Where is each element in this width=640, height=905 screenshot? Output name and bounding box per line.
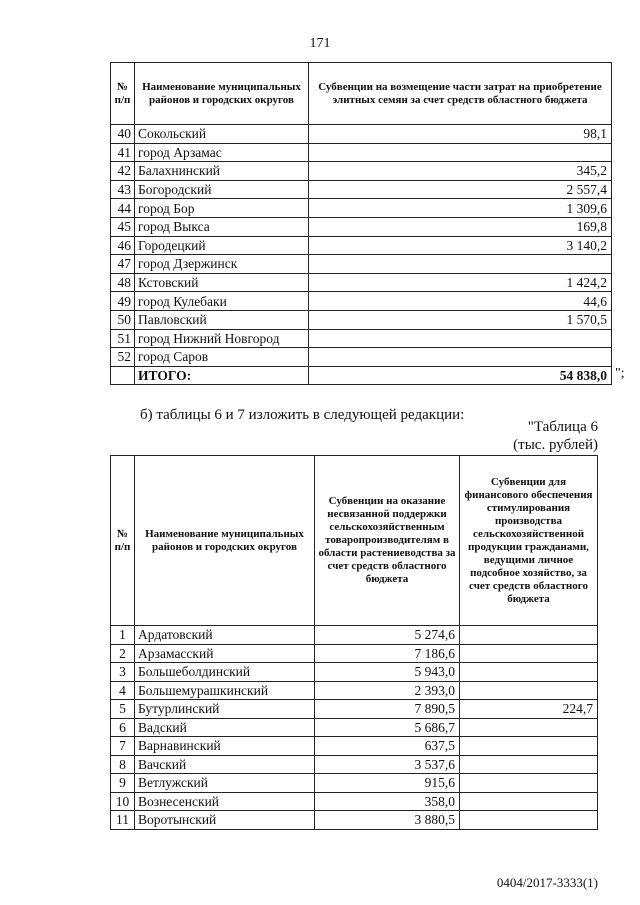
table-row (111, 292, 612, 311)
municipality-name: город Нижний Новгород (135, 329, 309, 348)
table-total-row (111, 366, 612, 385)
row-number: 4 (111, 681, 135, 700)
header-row-number: № п/п (111, 456, 135, 626)
row-number: 51 (111, 329, 135, 348)
municipality-name: Бутурлинский (135, 700, 315, 719)
subsidy-value: 1 309,6 (309, 199, 612, 218)
table-caption (513, 418, 598, 454)
municipality-name: город Выкса (135, 217, 309, 236)
table-row (111, 180, 612, 199)
subsidy-value: 3 140,2 (309, 236, 612, 255)
subsidy-household-value (460, 792, 598, 811)
row-number: 7 (111, 737, 135, 756)
table-row (111, 348, 612, 367)
table-row (111, 162, 612, 181)
total-value: 54 838,0 (309, 366, 612, 385)
municipality-name: город Дзержинск (135, 255, 309, 274)
municipality-name: Городецкий (135, 236, 309, 255)
row-number: 6 (111, 718, 135, 737)
row-number: 5 (111, 700, 135, 719)
table-row (111, 199, 612, 218)
table-row (111, 310, 612, 329)
row-number: 9 (111, 774, 135, 793)
row-number: 42 (111, 162, 135, 181)
table-unit: (тыс. рублей) (513, 437, 598, 453)
subsidy-household-value (460, 626, 598, 645)
table-row (111, 792, 598, 811)
row-number: 52 (111, 348, 135, 367)
row-number: 43 (111, 180, 135, 199)
table-row (111, 718, 598, 737)
municipality-name: город Арзамас (135, 143, 309, 162)
municipality-name: Варнавинский (135, 737, 315, 756)
subsidy-crop-value: 5 943,0 (315, 663, 460, 682)
subsidy-household-value: 224,7 (460, 700, 598, 719)
row-number: 50 (111, 310, 135, 329)
total-label: ИТОГО: (135, 366, 309, 385)
subsidy-value (309, 329, 612, 348)
subsidy-value: 1 424,2 (309, 273, 612, 292)
row-number: 41 (111, 143, 135, 162)
table-row (111, 663, 598, 682)
row-number: 45 (111, 217, 135, 236)
subsidy-value: 44,6 (309, 292, 612, 311)
subsidy-value (309, 143, 612, 162)
subsidy-household-value (460, 737, 598, 756)
row-number: 47 (111, 255, 135, 274)
subsidy-value: 345,2 (309, 162, 612, 181)
subsidy-household-value (460, 811, 598, 830)
municipality-name: Вознесенский (135, 792, 315, 811)
row-number: 2 (111, 644, 135, 663)
municipality-name: Сокольский (135, 125, 309, 144)
municipality-name: Большеболдинский (135, 663, 315, 682)
municipality-name: Ветлужский (135, 774, 315, 793)
subsidy-value (309, 255, 612, 274)
table-row (111, 626, 598, 645)
subsidy-crop-value: 3 880,5 (315, 811, 460, 830)
municipality-name: Большемурашкинский (135, 681, 315, 700)
header-subsidy-household-farming: Субвенции для финансового обеспечения стимулирования производства сельскохозяйственной продукции гражданами, ведущими личное подсобное хозяйство, за счет средств областного бюджета (460, 456, 598, 626)
header-municipality-name: Наименование муниципальных районов и городских округов (135, 63, 309, 125)
subsidy-household-value (460, 718, 598, 737)
subsidy-household-value (460, 663, 598, 682)
subsidy-value (309, 348, 612, 367)
table-row (111, 143, 612, 162)
municipality-name: Вадский (135, 718, 315, 737)
row-number: 49 (111, 292, 135, 311)
table-row (111, 329, 612, 348)
row-number: 1 (111, 626, 135, 645)
municipality-name: Богородский (135, 180, 309, 199)
municipality-name: Павловский (135, 310, 309, 329)
row-number: 8 (111, 755, 135, 774)
table-row (111, 255, 612, 274)
subsidy-value: 1 570,5 (309, 310, 612, 329)
table-row (111, 273, 612, 292)
subsidy-value: 98,1 (309, 125, 612, 144)
table-row (111, 774, 598, 793)
closing-quote-mark: "; (615, 366, 625, 381)
municipality-name: Воротынский (135, 811, 315, 830)
table-row (111, 811, 598, 830)
table-row (111, 681, 598, 700)
municipality-name: город Кулебаки (135, 292, 309, 311)
table-row (111, 700, 598, 719)
header-municipality-name: Наименование муниципальных районов и городских округов (135, 456, 315, 626)
subsidy-crop-value: 7 890,5 (315, 700, 460, 719)
municipality-name: Вачский (135, 755, 315, 774)
table-row (111, 217, 612, 236)
subsidy-household-value (460, 755, 598, 774)
row-number: 48 (111, 273, 135, 292)
municipality-name: Арзамасский (135, 644, 315, 663)
municipality-name: город Саров (135, 348, 309, 367)
row-number: 10 (111, 792, 135, 811)
subsidy-household-value (460, 644, 598, 663)
subsidy-crop-value: 5 686,7 (315, 718, 460, 737)
header-row-number: № п/п (111, 63, 135, 125)
table-row (111, 755, 598, 774)
municipality-name: Балахнинский (135, 162, 309, 181)
subsidy-household-value (460, 774, 598, 793)
page-number: 171 (309, 36, 331, 51)
subsidy-household-value (460, 681, 598, 700)
table-row (111, 125, 612, 144)
document-code: 0404/2017-3333(1) (496, 875, 598, 890)
subsidy-crop-value: 7 186,6 (315, 644, 460, 663)
row-number: 11 (111, 811, 135, 830)
row-number: 3 (111, 663, 135, 682)
subsidy-crop-value: 3 537,6 (315, 755, 460, 774)
row-number: 44 (111, 199, 135, 218)
header-subsidy-elite-seeds: Субвенции на возмещение части затрат на приобретение элитных семян за счет средств областного бюджета (309, 63, 612, 125)
row-number: 40 (111, 125, 135, 144)
subsidy-table-elite-seeds (110, 62, 612, 385)
table-row (111, 644, 598, 663)
table-row (111, 236, 612, 255)
subsidy-value: 2 557,4 (309, 180, 612, 199)
municipality-name: Ардатовский (135, 626, 315, 645)
subsidy-crop-value: 5 274,6 (315, 626, 460, 645)
amendment-instruction: б) таблицы 6 и 7 изложить в следующей редакции: (140, 407, 465, 423)
table-title: "Таблица 6 (527, 419, 598, 435)
subsidy-table-6 (110, 455, 598, 830)
header-subsidy-crop-support: Субвенции на оказание несвязанной поддержки сельскохозяйственным товаропроизводителям в области растениеводства за счет средств областного бюджета (315, 456, 460, 626)
municipality-name: город Бор (135, 199, 309, 218)
subsidy-crop-value: 2 393,0 (315, 681, 460, 700)
subsidy-value: 169,8 (309, 217, 612, 236)
subsidy-crop-value: 637,5 (315, 737, 460, 756)
subsidy-crop-value: 915,6 (315, 774, 460, 793)
table-header-row (111, 456, 598, 626)
subsidy-crop-value: 358,0 (315, 792, 460, 811)
table-header-row (111, 63, 612, 125)
table-row (111, 737, 598, 756)
municipality-name: Кстовский (135, 273, 309, 292)
row-number: 46 (111, 236, 135, 255)
